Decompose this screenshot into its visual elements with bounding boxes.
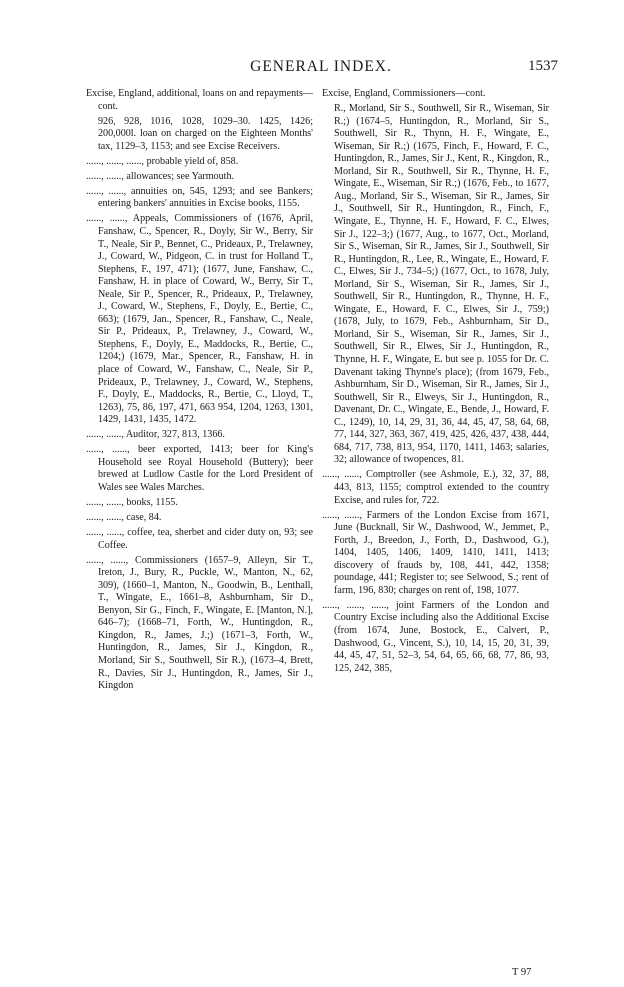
right-column: [322, 88, 549, 678]
index-entry: ......, ......, case, 84.: [86, 512, 162, 523]
index-entry: ......, ......, Farmers of the London Excise from 1671, June (Bucknall, Sir W., Dashwood, W., Jemmet, P., Forth, J., Breedon, J., Forth, D., Dashwood, G.), 1404, 1405, 1406, 1409, 1410, 1411, 1413; discovery of frauds by, 108, 441, 442, 1358; poundage, 441; Register to; see Selwood, S.; rent of farm, 196, 830; charges on rent of, 198, 1077.: [322, 509, 549, 596]
index-entry: ......, ......, Auditor, 327, 813, 1366.: [86, 429, 225, 441]
index-heading: Excise, England, Commissioners—cont.: [322, 88, 486, 99]
signature-mark: T 97: [512, 967, 532, 978]
page-number: 1537: [528, 58, 558, 74]
index-entry: R., Morland, Sir S., Southwell, Sir R., Wiseman, Sir R.;) (1674–5, Huntingdon, R., Morland, Sir S., Southwell, Sir R., Thynn, H. F., Wingate, E., Wiseman, Sir R.;) (1675, Finch, F., Howard, F. C., Huntingdon, R., James, Sir J., Kent, R., Kingdon, R., Morland, Sir R., Southwell, Sir R., Thynne, H. F., Wingate, E., Wiseman, Sir R.;) (1676, Feb., to 1677, Aug., Morland, Sir S., Wiseman, Sir R., James, Sir J., Southwell, Sir R., Huntingdon, R., Finch, F., Wingate, E., Thynne, H. F., Howard, F. C., Elwes, Sir J., 122–3;) (1677, Aug., to 1677, Oct., Morland, Sir S., Wiseman, Sir R., James, Sir J., Southwell, Sir R., Huntingdon, R., Lee, R., Wingate, E., Howard, F. C., Elwes, Sir J., 734–5;) (1677, Oct., to 1678, July, Morland, Sir S., Wiseman, Sir R., James, Sir J., Southwell, Sir R., Huntingdon, R., Thynne, H. F., Wingate, E., Howard, F. C., Elwes, Sir J., 759;) (1678, July, to 1679, Feb., Ashburnham, Sir D., Morland, Sir S., Wiseman, Sir R., James, Sir J., Southwell, Sir R., Elwes, Sir J., Huntingdon, R., Thynne, H. F., Wingate, E. but see p. 1055 for Dr. C. Davenant taking Thynne's place); (from 1679, Feb., Ashburnham, Sir D., Wiseman, Sir R., James, Sir J., Southwell, Sir R., Elweys, Sir J., Huntingdon, R., Davenant, Dr. C., Wingate, E., Bende, J., Howard, F. C., 1249), 10, 14, 29, 31, 36, 44, 45, 47, 58, 64, 68, 77, 144, 327, 363, 367, 419, 425, 426, 437, 438, 444, 684, 717, 738, 813, 954, 1170, 1411, 1463; salaries, 32; allowance of twopences, 81.: [334, 103, 549, 466]
index-heading: Excise, England, additional, loans on and repayments—cont.: [86, 88, 313, 112]
index-entry: ......, ......, annuities on, 545, 1293; and see Bankers; entering bankers' annuities in Excise books, 1155.: [86, 185, 313, 210]
index-entry: ......, ......, Comptroller (see Ashmole, E.), 32, 37, 88, 443, 813, 1155; comptrol extended to the country Excise, and rules for, 722.: [322, 469, 549, 506]
index-entry: ......, ......, books, 1155.: [86, 496, 178, 508]
page-title: GENERAL INDEX.: [250, 58, 392, 75]
page-header: [86, 58, 556, 80]
index-entry: ......, ......, beer exported, 1413; beer for King's Household see Royal Household (Buttery); beer brewed at Ludlow Castle for the Lord President of Wales see Wales Marches.: [86, 444, 313, 493]
left-column: [86, 88, 313, 695]
index-entry: ......, ......, ......, probable yield of, 858.: [86, 155, 239, 167]
index-entry: ......, ......, allowances; see Yarmouth.: [86, 170, 235, 182]
index-entry: ......, ......, coffee, tea, sherbet and cider duty on, 93; see Coffee.: [86, 527, 313, 551]
index-entry: 926, 928, 1016, 1028, 1029–30. 1425, 1426; 200,000l. loan on charged on the Eighteen Months' tax, 1129–3, 1153; and see Excise Receivers.: [98, 115, 313, 152]
index-entry: ......, ......, Appeals, Commissioners of (1676, April, Fanshaw, C., Spencer, R., Doyly, Sir W., Berry, Sir T., Neale, Sir P., Bennet, C., Prideaux, P., Trelawney, J., Coward, W., Pidgeon, C. in trust for Holland T., Stephens, F., 197, 471); (1677, June, Fanshaw, C., Fanshaw, H. in place of Coward, W., Berry, Sir T., Neale, Sir P., Spencer, R., Prideaux, P., Trelawney, J., Coward, W., Stephens, F., Doyly, E., Bertie, C., 663); (1679, Jan., Spencer, R., Fanshaw, C., Neale, Sir P., Prideaux, P., Trelawney, J., Coward, W., Stephens, F., Doyly, E., Maddocks, R., Bertie, C., 1204;) (1679, Mar., Spencer, R., Fanshaw, H. in place of Coward, W., Fanshaw, C., Neale, Sir P., Prideaux, P., Trelawney, J., Coward, W., Stephens, F., Doyly, E., Maddocks, R., Bertie, C., Lloyd, T., 1263), 75, 86, 197, 471, 663 954, 1204, 1263, 1301, 1429, 1431, 1435, 1472.: [86, 213, 313, 426]
index-entry: ......, ......, Commissioners (1657–9, Alleyn, Sir T., Ireton, J., Bury, R., Puckle, W., Manton, N., 62, 309), (1660–1, Manton, N., Goodwin, B., Lenthall, T., Wingate, E., 1661–8, Ashburnham, Sir D., Benyon, Sir G., Finch, F., Wingate, E. [Manton, N.], 646–7); (1668–71, Forth, W., Huntingdon, R., Kingdon, R., James, J.;) (1671–3, Forth, W., Huntingdon, R., James, Sir J., Kingdon, R., Morland, Sir S., Southwell, Sir R.), (1673–4, Brett, R., Davies, Sir J., Huntingdon, R., James, Sir J., Kingdon: [86, 554, 313, 692]
index-entry: ......, ......, ......, joint Farmers of the London and Country Excise including also the Additional Excise (from 1674, June, Bostock, E., Calvert, P., Dashwood, G., Vincent, S.), 10, 14, 15, 20, 31, 39, 44, 45, 47, 51, 52–3, 54, 64, 65, 66, 68, 77, 86, 93, 125, 242, 385,: [322, 599, 549, 674]
